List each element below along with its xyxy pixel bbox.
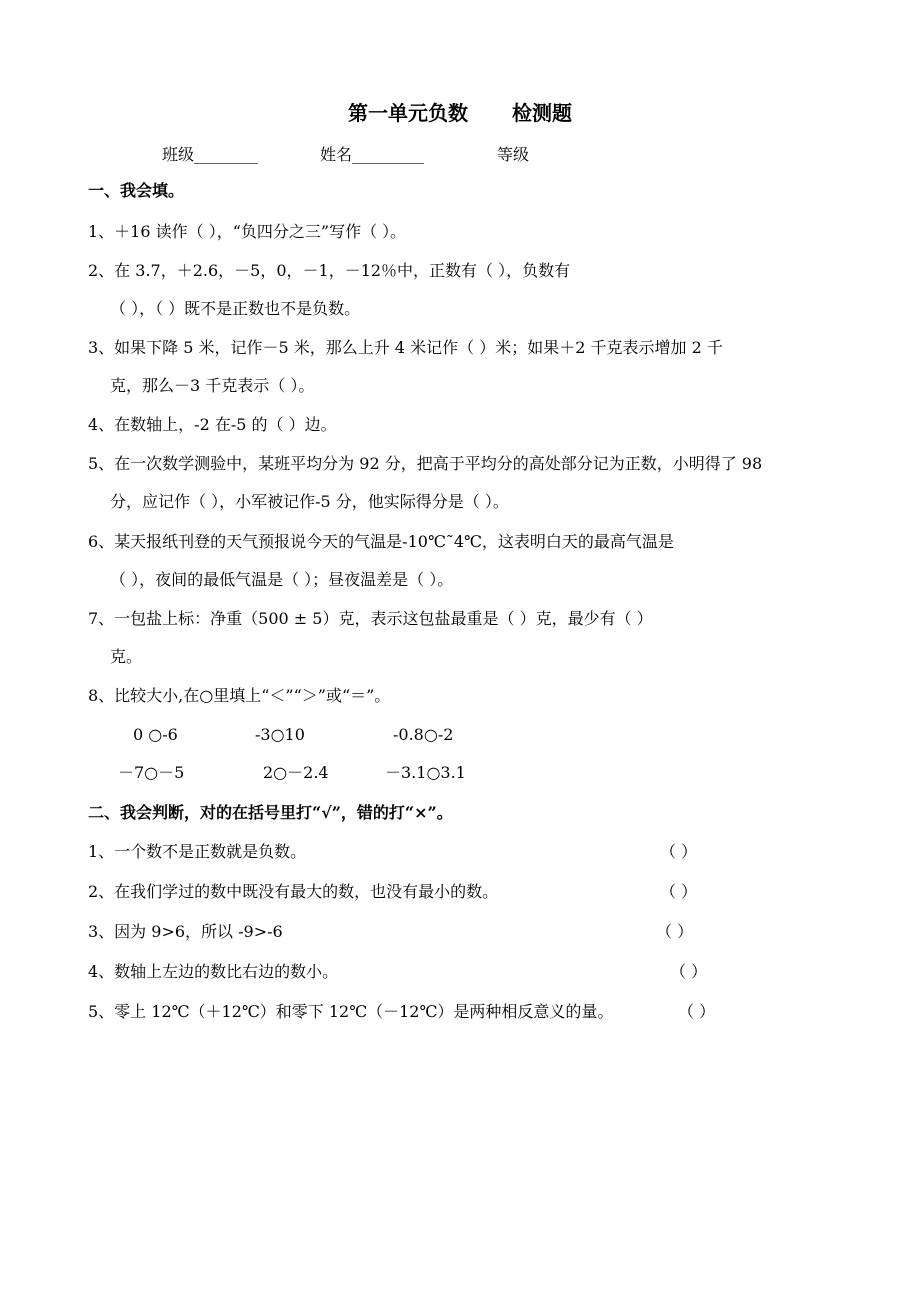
question-7-line1: 7、一包盐上标：净重（500 ± 5）克，表示这包盐最重是（ ）克，最少有（ ） [88, 609, 653, 628]
question-5-line1: 5、在一次数学测验中，某班平均分为 92 分，把高于平均分的高处部分记为正数，小明得了 98 [88, 454, 763, 473]
compare-item: -0.8○-2 [393, 725, 454, 744]
grade-field[interactable]: 等级 [497, 145, 530, 164]
title-main: 第一单元负数 [348, 101, 468, 125]
compare-item: 0 ○-6 [133, 725, 178, 744]
question-6-line2: （ ），夜间的最低气温是（ ）；昼夜温差是（ ）。 [110, 570, 454, 589]
judge-item-4: 4、数轴上左边的数比右边的数小。 [88, 962, 339, 981]
judge-item-5: 5、零上 12℃（＋12℃）和零下 12℃（－12℃）是两种相反意义的量。 [88, 1002, 614, 1021]
question-6-line1: 6、某天报纸刊登的天气预报说今天的气温是-10℃˜4℃，这表明白天的最高气温是 [88, 532, 674, 551]
question-2-line2: （ ），（ ）既不是正数也不是负数。 [110, 299, 361, 318]
judge-item-2: 2、在我们学过的数中既没有最大的数，也没有最小的数。 [88, 882, 499, 901]
section2-heading: 二、我会判断，对的在括号里打“√”，错的打“×”。 [88, 803, 453, 822]
page-title [0, 100, 920, 126]
judge-answer-4[interactable]: （ ） [670, 962, 708, 981]
question-2-line1: 2、在 3.7，＋2.6，－5，0，－1，－12％中，正数有（ ），负数有 [88, 261, 571, 280]
question-3-line1: 3、如果下降 5 米，记作－5 米，那么上升 4 米记作（ ）米；如果＋2 千克表示增加 2 千 [88, 338, 723, 357]
class-field[interactable]: 班级________ [162, 145, 259, 164]
compare-item: －3.1○3.1 [385, 763, 466, 782]
judge-item-3: 3、因为 9>6，所以 -9>-6 [88, 922, 283, 941]
judge-answer-5[interactable]: （ ） [678, 1002, 716, 1021]
question-3-line2: 克，那么－3 千克表示（ ）。 [110, 376, 315, 395]
judge-answer-1[interactable]: （ ） [660, 842, 698, 861]
question-4: 4、在数轴上，-2 在-5 的（ ）边。 [88, 415, 337, 434]
judge-answer-2[interactable]: （ ） [660, 882, 698, 901]
name-field[interactable]: 姓名_________ [320, 145, 425, 164]
section1-heading: 一、我会填。 [88, 181, 185, 200]
question-8: 8、比较大小,在○里填上“＜”“＞”或“＝”。 [88, 686, 391, 705]
question-5-line2: 分，应记作（ ），小军被记作-5 分，他实际得分是（ ）。 [110, 492, 509, 511]
compare-item: -3○10 [255, 725, 305, 744]
judge-answer-3[interactable]: （ ） [656, 922, 694, 941]
title-sub: 检测题 [512, 101, 572, 125]
question-1: 1、＋16 读作（ ），“负四分之三”写作（ ）。 [88, 222, 407, 241]
question-7-line2: 克。 [110, 647, 143, 666]
compare-item: 2○－2.4 [263, 763, 329, 782]
compare-item: －7○－5 [118, 763, 185, 782]
judge-item-1: 1、一个数不是正数就是负数。 [88, 842, 307, 861]
